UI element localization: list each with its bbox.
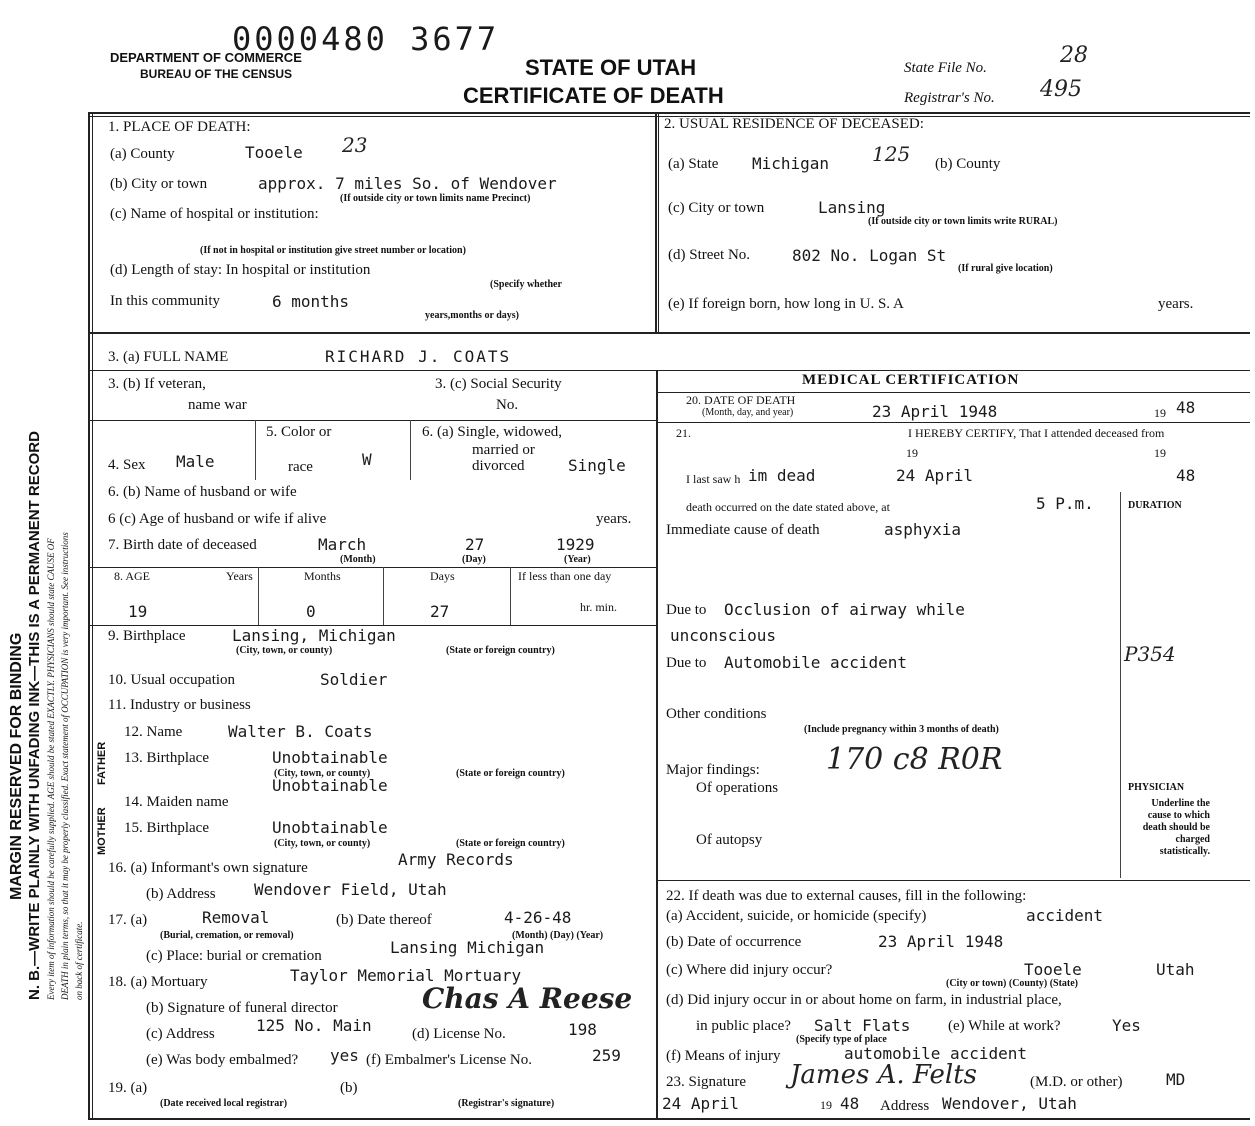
birth-month: March (318, 535, 367, 554)
disposal-date-value: 4-26-48 (504, 908, 572, 927)
other-conditions-label: Other conditions (666, 706, 767, 722)
certify-text: I HEREBY CERTIFY, That I attended deceased from (908, 426, 1165, 440)
disposal-note: (Burial, cremation, or removal) (160, 930, 294, 941)
mortuary-label: 18. (a) Mortuary (108, 974, 208, 990)
external-f-label: (f) Means of injury (666, 1048, 781, 1064)
embalmer-label: (f) Embalmer's License No. (366, 1052, 532, 1068)
occupation-value: Soldier (320, 670, 388, 689)
signature-year-prefix: 19 (820, 1098, 832, 1112)
marital-label: 6. (a) Single, widowed, (422, 424, 562, 440)
condition-codes: 170 c8 R0R (826, 742, 1003, 777)
residence-city-note: (If outside city or town limits write RURAL) (868, 216, 1058, 227)
external-heading: 22. If death was due to external causes, fill in the following: (666, 888, 1027, 904)
disposal-value: Removal (202, 908, 270, 927)
registrar-sig-note: (Registrar's signature) (458, 1098, 555, 1109)
residence-street-value: 802 No. Logan St (792, 246, 947, 265)
county-code: 23 (342, 133, 368, 157)
residence-city-label: (c) City or town (668, 200, 765, 216)
physician-md: MD (1166, 1070, 1186, 1089)
last-saw-value: im dead (748, 466, 816, 485)
due-to-1-cont: unconscious (670, 626, 776, 645)
ssn-no-label: No. (496, 397, 519, 413)
duration-label: DURATION (1128, 500, 1182, 511)
father-birth-state-note: (State or foreign country) (456, 768, 565, 779)
external-d-value: Salt Flats (814, 1016, 911, 1035)
county-value: Tooele (245, 143, 303, 162)
mother-birthplace-label: 15. Birthplace (124, 820, 209, 836)
month-note: (Month) (340, 554, 376, 565)
serial-number: 0000480 3677 (232, 20, 500, 58)
margin-instruction-3: on back of certificate. (74, 921, 84, 1000)
dod-year-prefix: 19 (1154, 406, 1166, 420)
county-label: (a) County (110, 146, 175, 162)
specify-note: (Specify whether (490, 279, 562, 290)
mother-maiden-label: 14. Maiden name (124, 794, 229, 810)
physician-signature: James A. Felts (790, 1060, 977, 1090)
full-name-label: 3. (a) FULL NAME (108, 349, 229, 365)
immediate-cause-label: Immediate cause of death (666, 522, 820, 538)
margin-instruction-1: Every item of information should be carefully supplied. AGE should be stated EXACTLY. PHYSICIANS should state CAUSE OF (46, 538, 56, 1000)
death-time: 5 P.m. (1036, 494, 1094, 513)
city-note: (If outside city or town limits name Precinct) (340, 193, 531, 204)
residence-city-value: Lansing (818, 198, 886, 217)
director-signature: Chas A Reese (422, 982, 633, 1015)
margin-instruction-2: DEATH in plain terms, so that it may be properly classified. Exact statement of OCCUPATION is very important. See instructions (60, 532, 70, 1000)
license-label: (d) License No. (412, 1026, 506, 1042)
burial-place-label: (c) Place: burial or cremation (146, 948, 322, 964)
age-label: 8. AGE (114, 569, 150, 583)
medical-heading: MEDICAL CERTIFICATION (802, 372, 1020, 388)
external-d-label-2: in public place? (696, 1018, 791, 1034)
signature-year: 48 (840, 1094, 860, 1113)
father-birth-city-note: (City, town, or county) (274, 768, 371, 779)
dod-value: 23 April 1948 (872, 402, 998, 421)
age-months-value: 0 (306, 602, 316, 621)
birthplace-state-note: (State or foreign country) (446, 645, 555, 656)
full-name-value: RICHARD J. COATS (325, 347, 512, 366)
informant-sig-label: 16. (a) Informant's own signature (108, 860, 308, 876)
year-note: (Year) (564, 554, 591, 565)
external-b-value: 23 April 1948 (878, 932, 1004, 951)
physician-address-value: Wendover, Utah (942, 1094, 1077, 1113)
residence-street-note: (If rural give location) (958, 263, 1053, 274)
certificate-title: CERTIFICATE OF DEATH (463, 83, 724, 108)
father-birthplace-label: 13. Birthplace (124, 750, 209, 766)
director-label: (b) Signature of funeral director (146, 1000, 338, 1016)
mother-birth-state-note: (State or foreign country) (456, 838, 565, 849)
mortuary-address-label: (c) Address (146, 1026, 215, 1042)
occurred-label: death occurred on the date stated above, at (686, 500, 890, 514)
physician-sig-label: 23. Signature (666, 1074, 746, 1090)
external-c-state: Utah (1156, 960, 1195, 979)
physician-sig-suffix: (M.D. or other) (1030, 1074, 1123, 1090)
external-f-value: automobile accident (844, 1044, 1028, 1063)
marital-value: Single (568, 456, 626, 475)
disposal-label: 17. (a) (108, 912, 148, 928)
dod-note: (Month, day, and year) (702, 407, 794, 418)
informant-address-value: Wendover Field, Utah (254, 880, 447, 899)
external-b-label: (b) Date of occurrence (666, 934, 802, 950)
color-label: 5. Color or (266, 424, 332, 440)
residence-county-label: (b) County (935, 156, 1001, 172)
last-saw-year: 48 (1176, 466, 1196, 485)
race-label: race (288, 459, 313, 475)
disposal-date-label: (b) Date thereof (336, 912, 432, 928)
community-value: 6 months (272, 292, 350, 311)
city-value: approx. 7 miles So. of Wendover (258, 174, 557, 193)
birth-year: 1929 (556, 535, 595, 554)
from-19: 19 (906, 446, 918, 460)
war-label: name war (188, 397, 247, 413)
mother-birthplace-value: Unobtainable (272, 818, 388, 837)
informant-sig-value: Army Records (398, 850, 514, 869)
birthplace-value: Lansing, Michigan (232, 626, 396, 645)
age-days-value: 27 (430, 602, 450, 621)
spouse-label: 6. (b) Name of husband or wife (108, 484, 297, 500)
spouse-age-label: 6 (c) Age of husband or wife if alive (108, 511, 327, 527)
last-saw-date: 24 April (896, 466, 974, 485)
cause-code: P354 (1124, 642, 1176, 666)
license-value: 198 (568, 1020, 597, 1039)
state-file-number: 28 (1060, 43, 1088, 68)
age-months-label: Months (304, 569, 341, 583)
industry-label: 11. Industry or business (108, 697, 251, 713)
department-label: DEPARTMENT OF COMMERCE (110, 50, 302, 65)
occupation-label: 10. Usual occupation (108, 672, 236, 688)
signature-date: 24 April (662, 1094, 740, 1113)
last-saw-label: I last saw h (686, 472, 741, 486)
embalmer-value: 259 (592, 1046, 621, 1065)
external-a-label: (a) Accident, suicide, or homicide (specify) (666, 908, 927, 924)
spouse-years: years. (596, 511, 632, 527)
physician-address-label: Address (880, 1098, 930, 1114)
informant-address-label: (b) Address (146, 886, 216, 902)
foreign-label: (e) If foreign born, how long in U. S. A (668, 296, 904, 312)
external-d-note: (Specify type of place (796, 1034, 887, 1045)
due-to-2-value: Automobile accident (724, 653, 908, 672)
registrar-number: 495 (1040, 77, 1082, 102)
hr-min-label: hr. min. (580, 600, 618, 614)
units-note: years,months or days) (425, 310, 519, 321)
foreign-years: years. (1158, 296, 1194, 312)
day-note: (Day) (462, 554, 486, 565)
due-to-1-label: Due to (666, 602, 707, 618)
mother-side-label: MOTHER (96, 807, 108, 855)
major-findings-label: Major findings: (666, 762, 760, 778)
marital-label-3: divorced (472, 458, 525, 474)
burial-place-value: Lansing Michigan (390, 938, 545, 957)
less-day-label: If less than one day (518, 569, 612, 583)
operations-label: Of operations (696, 780, 779, 796)
registrar-b-label: (b) (340, 1080, 358, 1096)
birthplace-label: 9. Birthplace (108, 628, 186, 644)
underline-note: Underline the cause to which death should be charged statistically. (1142, 798, 1210, 857)
state-file-label: State File No. (904, 60, 987, 76)
residence-state-label: (a) State (668, 156, 719, 172)
margin-ink-note: N. B.—WRITE PLAINLY WITH UNFADING INK—THIS IS A PERMANENT RECORD (26, 431, 43, 1000)
due-to-2-label: Due to (666, 655, 707, 671)
to-19: 19 (1154, 446, 1166, 460)
cert-number: 21. (676, 426, 691, 440)
father-birthplace-value: Unobtainable (272, 748, 388, 767)
external-a-value: accident (1026, 906, 1104, 925)
age-days-label: Days (430, 569, 455, 583)
sex-label: 4. Sex (108, 457, 146, 473)
embalmed-value: yes (330, 1046, 359, 1065)
birthplace-city-note: (City, town, or county) (236, 645, 333, 656)
external-e-value: Yes (1112, 1016, 1141, 1035)
dod-year: 48 (1176, 398, 1196, 417)
mother-maiden-value: Unobtainable (272, 776, 388, 795)
hospital-note: (If not in hospital or institution give street number or location) (200, 245, 466, 256)
embalmed-label: (e) Was body embalmed? (146, 1052, 299, 1068)
hospital-label: (c) Name of hospital or institution: (110, 206, 319, 222)
mortuary-address-value: 125 No. Main (256, 1016, 372, 1035)
father-side-label: FATHER (96, 741, 108, 785)
race-value: W (362, 450, 372, 469)
state-title: STATE OF UTAH (525, 55, 697, 80)
marital-label-2: married or (472, 442, 535, 458)
dod-label: 20. DATE OF DEATH (686, 393, 796, 407)
physician-label: PHYSICIAN (1128, 782, 1185, 793)
registrar-a-label: 19. (a) (108, 1080, 148, 1096)
residence-heading: 2. USUAL RESIDENCE OF DECEASED: (664, 116, 924, 132)
mortuary-value: Taylor Memorial Mortuary (290, 966, 522, 985)
external-e-label: (e) While at work? (948, 1018, 1061, 1034)
external-c-label: (c) Where did injury occur? (666, 962, 833, 978)
birth-date-label: 7. Birth date of deceased (108, 537, 257, 553)
veteran-label: 3. (b) If veteran, (108, 376, 206, 392)
residence-street-label: (d) Street No. (668, 247, 751, 263)
disposal-date-note: (Month) (Day) (Year) (512, 930, 604, 941)
external-d-label: (d) Did injury occur in or about home on farm, in industrial place, (666, 992, 1062, 1008)
registrar-date-note: (Date received local registrar) (160, 1098, 288, 1109)
father-name-value: Walter B. Coats (228, 722, 373, 741)
residence-state-code: 125 (872, 142, 911, 166)
birth-day: 27 (465, 535, 485, 554)
community-label: In this community (110, 293, 220, 309)
autopsy-label: Of autopsy (696, 832, 763, 848)
margin-binding-note: MARGIN RESERVED FOR BINDING (8, 632, 25, 900)
registrar-label: Registrar's No. (904, 90, 995, 106)
place-of-death-heading: 1. PLACE OF DEATH: (108, 119, 251, 135)
stay-label: (d) Length of stay: In hospital or institution (110, 262, 371, 278)
due-to-1-value: Occlusion of airway while (724, 600, 965, 619)
external-c-city: Tooele (1024, 960, 1082, 979)
sex-value: Male (176, 452, 215, 471)
age-years-label: Years (226, 569, 253, 583)
ssn-label: 3. (c) Social Security (435, 376, 562, 392)
residence-state-value: Michigan (752, 154, 830, 173)
bureau-label: BUREAU OF THE CENSUS (140, 67, 293, 81)
age-years-value: 19 (128, 602, 148, 621)
immediate-cause-value: asphyxia (884, 520, 962, 539)
city-label: (b) City or town (110, 176, 208, 192)
father-name-label: 12. Name (124, 724, 183, 740)
mother-birth-city-note: (City, town, or county) (274, 838, 371, 849)
external-c-note: (City or town) (County) (State) (946, 978, 1079, 989)
other-conditions-note: (Include pregnancy within 3 months of death) (804, 724, 999, 735)
